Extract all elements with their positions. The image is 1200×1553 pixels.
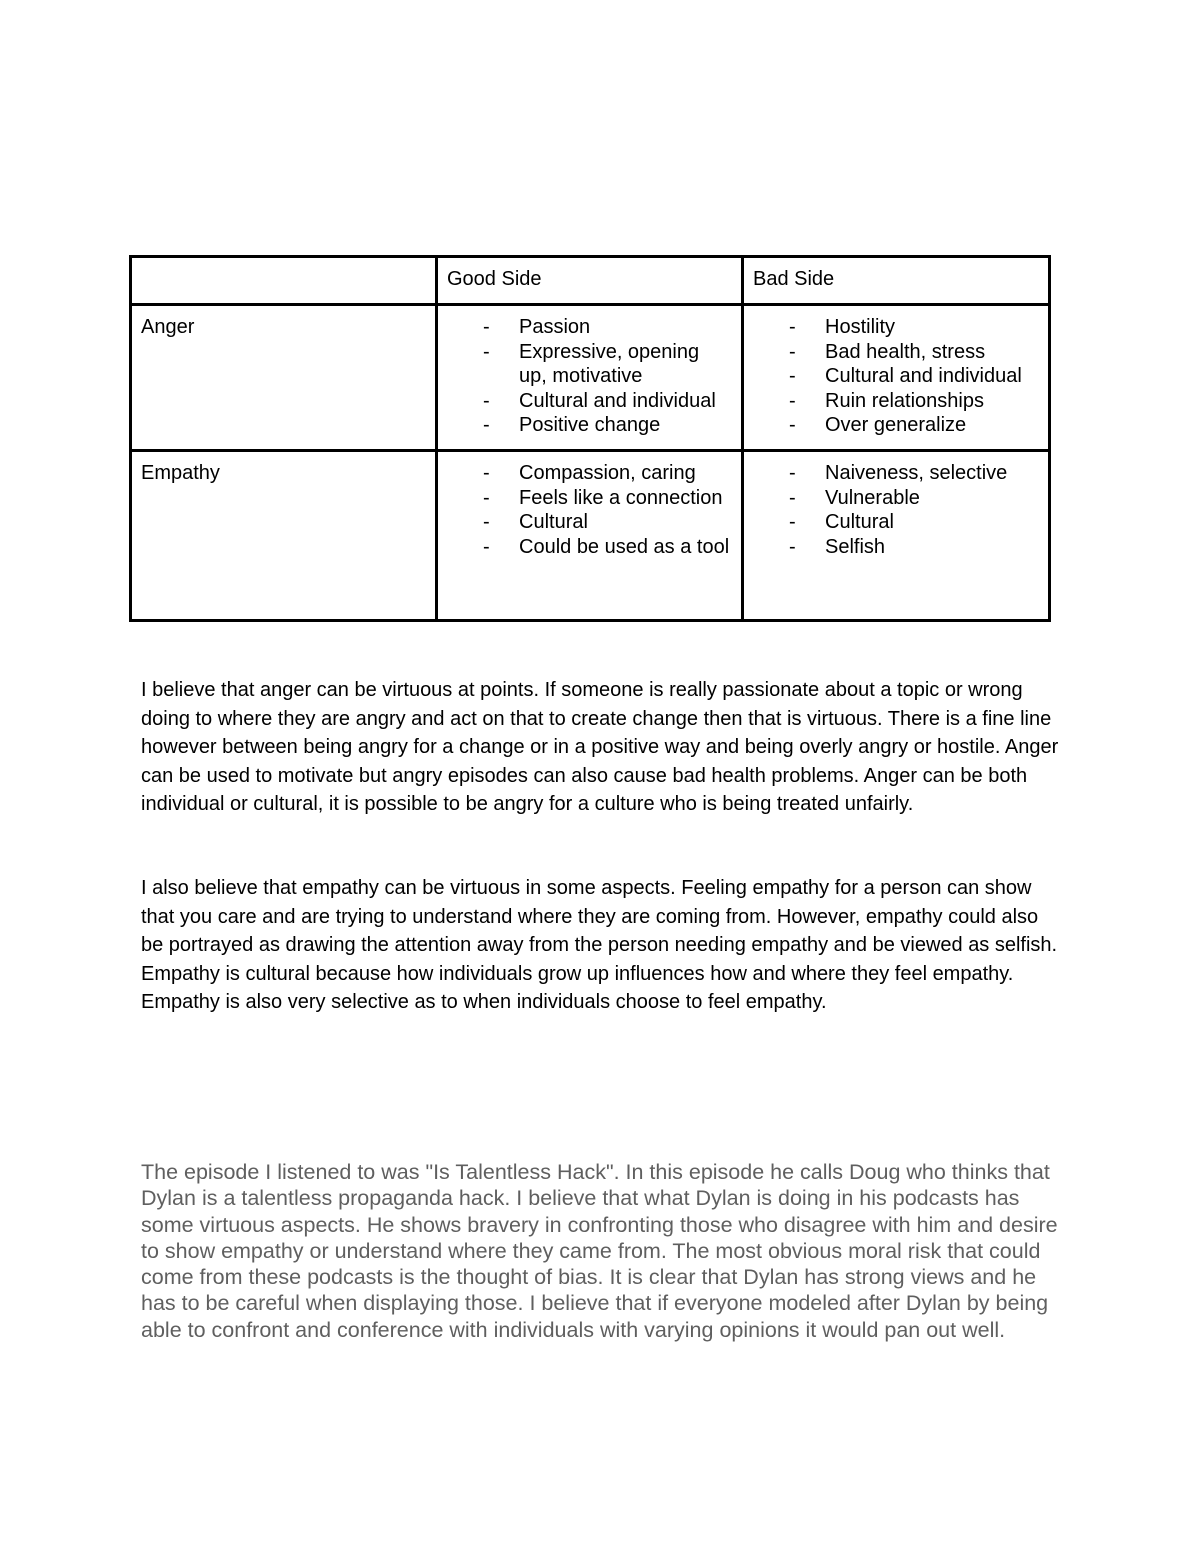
list-item: - Cultural and individual — [519, 389, 732, 414]
list-item: - Hostility — [825, 315, 1039, 340]
header-blank-cell — [131, 257, 437, 305]
table-row-empathy — [131, 451, 1050, 621]
anger-good-list — [447, 315, 732, 438]
anger-bad-list — [753, 315, 1039, 438]
header-bad-side: Bad Side — [743, 257, 1050, 305]
list-item: - Cultural — [825, 510, 1039, 535]
list-item: - Ruin relationships — [825, 389, 1039, 414]
empathy-bad-cell — [743, 451, 1050, 621]
paragraph-podcast: The episode I listened to was "Is Talentless Hack". In this episode he calls Doug who thinks that Dylan is a talentless propaganda hack. I believe that what Dylan is doing in his podcasts has some virtuous aspects. He shows bravery in confronting those who disagree with him and desire to show empathy or understand where they came from. The most obvious moral risk that could come from these podcasts is the thought of bias. It is clear that Dylan has strong views and he has to be careful when displaying those. I believe that if everyone modeled after Dylan by being able to confront and conference with individuals with varying opinions it would pan out well. — [141, 1160, 1058, 1342]
table-row-anger — [131, 305, 1050, 451]
list-item: - Expressive, opening up, motivative — [519, 340, 732, 389]
row-label-empathy: Empathy — [131, 451, 437, 621]
header-good-side: Good Side — [437, 257, 743, 305]
list-item: - Could be used as a tool — [519, 535, 732, 560]
anger-good-cell — [437, 305, 743, 451]
list-item: - Bad health, stress — [825, 340, 1039, 365]
list-item: - Cultural — [519, 510, 732, 535]
empathy-bad-list — [753, 461, 1039, 559]
list-item: - Compassion, caring — [519, 461, 732, 486]
list-item: - Feels like a connection — [519, 486, 732, 511]
virtue-comparison-table — [129, 255, 1051, 622]
list-item: - Positive change — [519, 413, 732, 438]
list-item: - Passion — [519, 315, 732, 340]
empathy-good-cell — [437, 451, 743, 621]
list-item: - Cultural and individual — [825, 364, 1039, 389]
anger-bad-cell — [743, 305, 1050, 451]
row-label-anger: Anger — [131, 305, 437, 451]
paragraph-empathy: I also believe that empathy can be virtuous in some aspects. Feeling empathy for a person can show that you care and are trying to understand where they are coming from. However, empathy could also be portrayed as drawing the attention away from the person needing empathy and be viewed as selfish. Empathy is cultural because how individuals grow up influences how and where they feel empathy. Empathy is also very selective as to when individuals choose to feel empathy. — [141, 877, 1058, 1014]
list-item: - Selfish — [825, 535, 1039, 560]
empathy-good-list — [447, 461, 732, 559]
table-header-row — [131, 257, 1050, 305]
paragraph-anger: I believe that anger can be virtuous at points. If someone is really passionate about a topic or wrong doing to where they are angry and act on that to create change then that is virtuous. There is a fine line however between being angry for a change or in a positive way and being overly angry or hostile. Anger can be used to motivate but angry episodes can also cause bad health problems. Anger can be both individual or cultural, it is possible to be angry for a culture who is being treated unfairly. — [141, 679, 1059, 816]
list-item: - Over generalize — [825, 413, 1039, 438]
list-item: - Naiveness, selective — [825, 461, 1039, 486]
list-item: - Vulnerable — [825, 486, 1039, 511]
